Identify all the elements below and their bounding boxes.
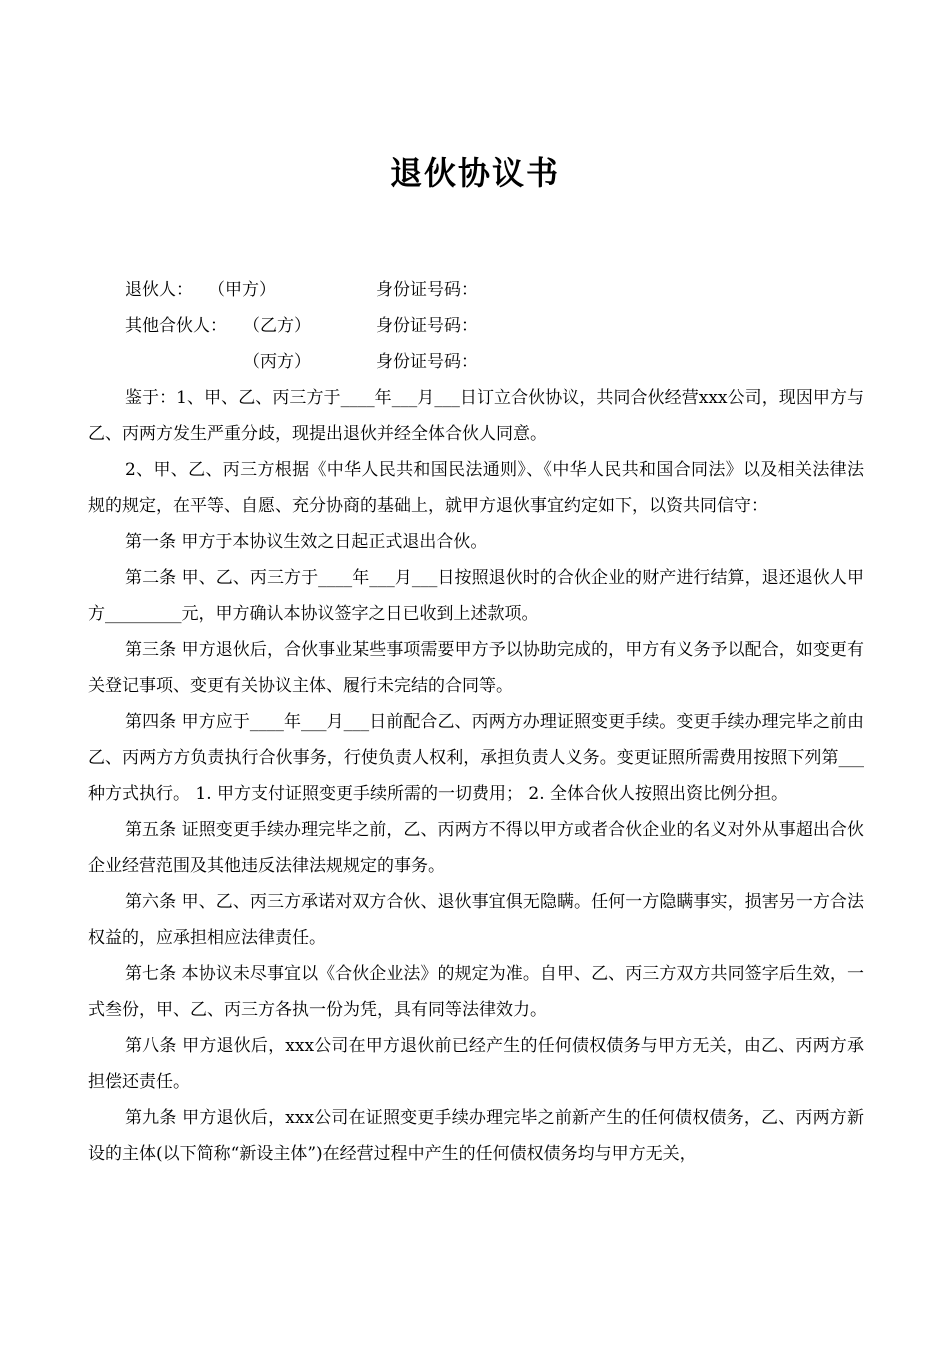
id-number-label: 身份证号码： bbox=[376, 316, 478, 336]
article-7: 第七条 本协议未尽事宜以《合伙企业法》的规定为准。自甲、乙、丙三方双方共同签字后生效，一式叁份，甲、乙、丙三方各执一份为凭，具有同等法律效力。 bbox=[88, 964, 864, 1020]
id-number-label: 身份证号码： bbox=[376, 352, 478, 372]
party-label: 退伙人： bbox=[125, 280, 193, 300]
document-title: 退伙协议书 bbox=[389, 154, 560, 192]
party-name: （丙方） bbox=[243, 352, 311, 372]
article-5: 第五条 证照变更手续办理完毕之前，乙、丙两方不得以甲方或者合伙企业的名义对外从事超出合伙企业经营范围及其他违反法律法规规定的事务。 bbox=[88, 820, 864, 876]
article-8: 第八条 甲方退伙后，xxx公司在甲方退伙前已经产生的任何债权债务与甲方无关，由乙、丙两方承担偿还责任。 bbox=[88, 1036, 864, 1092]
article-6: 第六条 甲、乙、丙三方承诺对双方合伙、退伙事宜俱无隐瞒。任何一方隐瞒事实，损害另一方合法权益的，应承担相应法律责任。 bbox=[88, 892, 864, 948]
recital-paragraph: 2、甲、乙、丙三方根据《中华人民共和国民法通则》、《中华人民共和国合同法》以及相关法律法规的规定，在平等、自愿、充分协商的基础上，就甲方退伙事宜约定如下，以资共同信守： bbox=[88, 460, 864, 516]
recital-paragraph: 鉴于：1、甲、乙、丙三方于____年___月___日订立合伙协议，共同合伙经营xxx公司，现因甲方与乙、丙两方发生严重分歧，现提出退伙并经全体合伙人同意。 bbox=[88, 388, 864, 444]
article-9: 第九条 甲方退伙后，xxx公司在证照变更手续办理完毕之前新产生的任何债权债务，乙、丙两方新设的主体(以下简称“新设主体”)在经营过程中产生的任何债权债务均与甲方无关， bbox=[88, 1108, 864, 1164]
article-3: 第三条 甲方退伙后，合伙事业某些事项需要甲方予以协助完成的，甲方有义务予以配合，如变更有关登记事项、变更有关协议主体、履行未完结的合同等。 bbox=[88, 640, 864, 696]
party-row-other bbox=[88, 308, 864, 344]
party-name: （甲方） bbox=[208, 280, 276, 300]
party-row-third bbox=[88, 344, 864, 380]
document-body bbox=[88, 272, 864, 1172]
article-1: 第一条 甲方于本协议生效之日起正式退出合伙。 bbox=[125, 532, 488, 552]
article-4: 第四条 甲方应于____年___月___日前配合乙、丙两方办理证照变更手续。变更手续办理完毕之前由乙、丙两方方负责执行合伙事务，行使负责人权利，承担负责人义务。变更证照所需费用按照下列第___种方式执行。 1. 甲方支付证照变更手续所需的一切费用； 2. 全体合伙人按照出资比例分担。 bbox=[88, 712, 864, 804]
party-name: （乙方） bbox=[243, 316, 311, 336]
party-row-withdrawing bbox=[88, 272, 864, 308]
id-number-label: 身份证号码： bbox=[376, 280, 478, 300]
party-label: 其他合伙人： bbox=[125, 316, 227, 336]
article-2: 第二条 甲、乙、丙三方于____年___月___日按照退伙时的合伙企业的财产进行结算，退还退伙人甲方_________元，甲方确认本协议签字之日已收到上述款项。 bbox=[88, 568, 864, 624]
